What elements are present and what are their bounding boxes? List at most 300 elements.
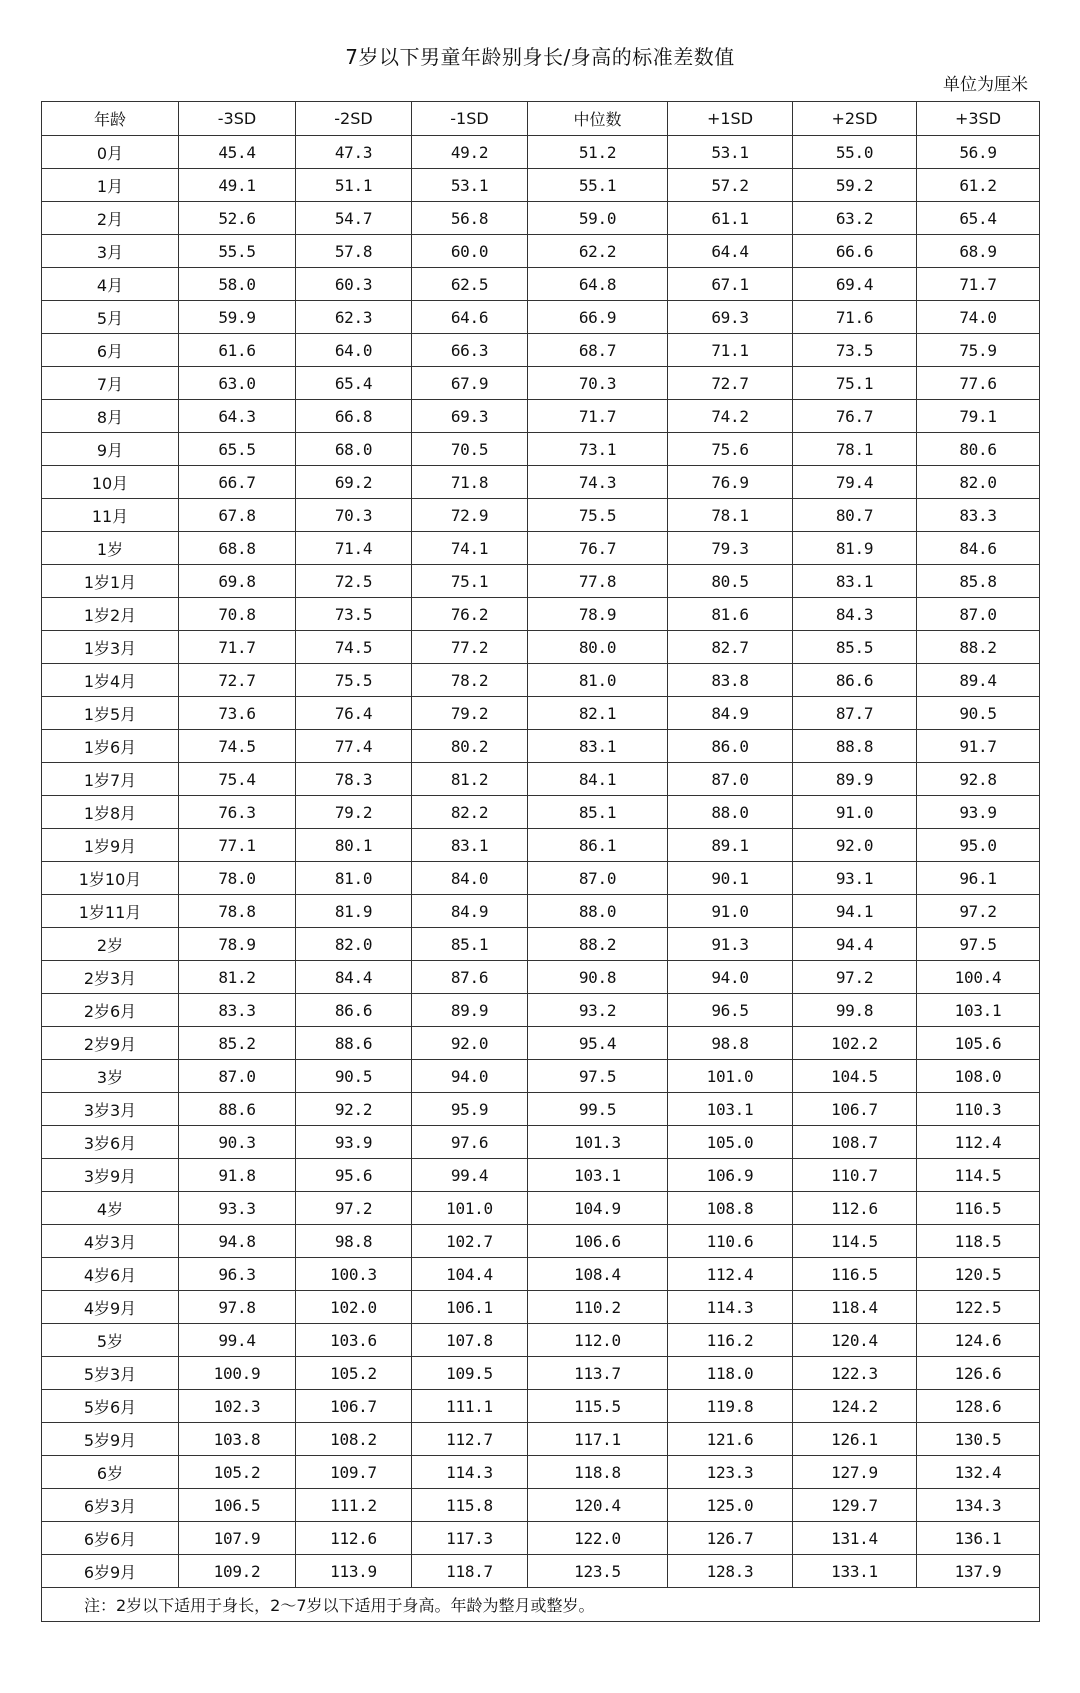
value-cell: 86.6 — [793, 664, 917, 697]
table-row — [42, 961, 1040, 994]
value-cell: 97.5 — [917, 928, 1040, 961]
value-cell: 66.8 — [296, 400, 412, 433]
value-cell: 93.9 — [917, 796, 1040, 829]
table-row — [42, 1291, 1040, 1324]
value-cell: 87.0 — [528, 862, 668, 895]
age-cell: 1月 — [42, 169, 179, 202]
value-cell: 70.5 — [412, 433, 528, 466]
value-cell: 58.0 — [179, 268, 296, 301]
value-cell: 80.5 — [668, 565, 793, 598]
value-cell: 51.1 — [296, 169, 412, 202]
value-cell: 112.6 — [296, 1522, 412, 1555]
value-cell: 81.0 — [528, 664, 668, 697]
age-cell: 5岁6月 — [42, 1390, 179, 1423]
value-cell: 56.8 — [412, 202, 528, 235]
age-cell: 1岁2月 — [42, 598, 179, 631]
value-cell: 101.0 — [412, 1192, 528, 1225]
table-row — [42, 499, 1040, 532]
value-cell: 97.6 — [412, 1126, 528, 1159]
value-cell: 69.8 — [179, 565, 296, 598]
value-cell: 90.3 — [179, 1126, 296, 1159]
age-cell: 6岁3月 — [42, 1489, 179, 1522]
table-row — [42, 1489, 1040, 1522]
value-cell: 118.5 — [917, 1225, 1040, 1258]
value-cell: 92.0 — [793, 829, 917, 862]
value-cell: 83.1 — [412, 829, 528, 862]
value-cell: 78.8 — [179, 895, 296, 928]
value-cell: 100.4 — [917, 961, 1040, 994]
value-cell: 119.8 — [668, 1390, 793, 1423]
value-cell: 108.8 — [668, 1192, 793, 1225]
age-cell: 1岁6月 — [42, 730, 179, 763]
table-row — [42, 1060, 1040, 1093]
value-cell: 108.2 — [296, 1423, 412, 1456]
value-cell: 110.7 — [793, 1159, 917, 1192]
value-cell: 72.7 — [179, 664, 296, 697]
value-cell: 88.2 — [528, 928, 668, 961]
age-cell: 2岁6月 — [42, 994, 179, 1027]
age-cell: 6岁9月 — [42, 1555, 179, 1588]
value-cell: 77.4 — [296, 730, 412, 763]
column-header: 年龄 — [42, 102, 179, 136]
value-cell: 82.1 — [528, 697, 668, 730]
value-cell: 74.0 — [917, 301, 1040, 334]
table-row — [42, 928, 1040, 961]
value-cell: 77.1 — [179, 829, 296, 862]
value-cell: 80.1 — [296, 829, 412, 862]
value-cell: 124.6 — [917, 1324, 1040, 1357]
value-cell: 65.4 — [296, 367, 412, 400]
table-row — [42, 763, 1040, 796]
value-cell: 69.2 — [296, 466, 412, 499]
value-cell: 106.7 — [296, 1390, 412, 1423]
value-cell: 76.7 — [793, 400, 917, 433]
value-cell: 59.9 — [179, 301, 296, 334]
value-cell: 55.5 — [179, 235, 296, 268]
value-cell: 55.1 — [528, 169, 668, 202]
value-cell: 82.0 — [917, 466, 1040, 499]
value-cell: 87.6 — [412, 961, 528, 994]
value-cell: 95.6 — [296, 1159, 412, 1192]
value-cell: 79.3 — [668, 532, 793, 565]
value-cell: 83.1 — [793, 565, 917, 598]
age-cell: 3岁9月 — [42, 1159, 179, 1192]
value-cell: 106.1 — [412, 1291, 528, 1324]
table-header-row — [42, 102, 1040, 136]
value-cell: 102.0 — [296, 1291, 412, 1324]
value-cell: 74.1 — [412, 532, 528, 565]
table-row — [42, 334, 1040, 367]
value-cell: 73.5 — [296, 598, 412, 631]
value-cell: 126.1 — [793, 1423, 917, 1456]
value-cell: 109.5 — [412, 1357, 528, 1390]
age-cell: 2月 — [42, 202, 179, 235]
value-cell: 68.9 — [917, 235, 1040, 268]
value-cell: 84.9 — [412, 895, 528, 928]
table-row — [42, 1357, 1040, 1390]
height-sd-table — [41, 101, 1040, 1622]
table-row — [42, 796, 1040, 829]
value-cell: 53.1 — [668, 136, 793, 169]
value-cell: 116.2 — [668, 1324, 793, 1357]
table-row — [42, 433, 1040, 466]
value-cell: 97.5 — [528, 1060, 668, 1093]
value-cell: 81.6 — [668, 598, 793, 631]
value-cell: 123.3 — [668, 1456, 793, 1489]
value-cell: 72.5 — [296, 565, 412, 598]
value-cell: 49.2 — [412, 136, 528, 169]
table-row — [42, 136, 1040, 169]
value-cell: 71.7 — [917, 268, 1040, 301]
value-cell: 62.3 — [296, 301, 412, 334]
value-cell: 80.6 — [917, 433, 1040, 466]
value-cell: 89.4 — [917, 664, 1040, 697]
value-cell: 92.2 — [296, 1093, 412, 1126]
value-cell: 110.2 — [528, 1291, 668, 1324]
value-cell: 110.3 — [917, 1093, 1040, 1126]
value-cell: 114.5 — [917, 1159, 1040, 1192]
value-cell: 110.6 — [668, 1225, 793, 1258]
value-cell: 93.2 — [528, 994, 668, 1027]
value-cell: 79.1 — [917, 400, 1040, 433]
column-header: -2SD — [296, 102, 412, 136]
value-cell: 76.2 — [412, 598, 528, 631]
value-cell: 68.8 — [179, 532, 296, 565]
value-cell: 103.8 — [179, 1423, 296, 1456]
value-cell: 45.4 — [179, 136, 296, 169]
value-cell: 105.0 — [668, 1126, 793, 1159]
value-cell: 90.8 — [528, 961, 668, 994]
value-cell: 71.7 — [179, 631, 296, 664]
value-cell: 83.3 — [179, 994, 296, 1027]
value-cell: 85.5 — [793, 631, 917, 664]
value-cell: 112.4 — [917, 1126, 1040, 1159]
value-cell: 114.3 — [668, 1291, 793, 1324]
value-cell: 131.4 — [793, 1522, 917, 1555]
value-cell: 87.0 — [917, 598, 1040, 631]
value-cell: 55.0 — [793, 136, 917, 169]
age-cell: 1岁4月 — [42, 664, 179, 697]
value-cell: 54.7 — [296, 202, 412, 235]
value-cell: 83.1 — [528, 730, 668, 763]
table-row — [42, 829, 1040, 862]
value-cell: 68.0 — [296, 433, 412, 466]
value-cell: 111.1 — [412, 1390, 528, 1423]
value-cell: 117.3 — [412, 1522, 528, 1555]
value-cell: 87.0 — [668, 763, 793, 796]
value-cell: 73.6 — [179, 697, 296, 730]
column-header: +2SD — [793, 102, 917, 136]
table-row — [42, 1423, 1040, 1456]
value-cell: 88.0 — [528, 895, 668, 928]
value-cell: 91.0 — [668, 895, 793, 928]
age-cell: 6月 — [42, 334, 179, 367]
value-cell: 57.2 — [668, 169, 793, 202]
value-cell: 66.7 — [179, 466, 296, 499]
value-cell: 81.2 — [412, 763, 528, 796]
value-cell: 83.8 — [668, 664, 793, 697]
value-cell: 76.9 — [668, 466, 793, 499]
value-cell: 102.2 — [793, 1027, 917, 1060]
value-cell: 120.4 — [793, 1324, 917, 1357]
value-cell: 85.8 — [917, 565, 1040, 598]
value-cell: 94.1 — [793, 895, 917, 928]
value-cell: 102.3 — [179, 1390, 296, 1423]
value-cell: 94.4 — [793, 928, 917, 961]
value-cell: 124.2 — [793, 1390, 917, 1423]
value-cell: 122.5 — [917, 1291, 1040, 1324]
value-cell: 59.2 — [793, 169, 917, 202]
value-cell: 90.5 — [917, 697, 1040, 730]
value-cell: 97.2 — [917, 895, 1040, 928]
value-cell: 114.3 — [412, 1456, 528, 1489]
value-cell: 88.0 — [668, 796, 793, 829]
value-cell: 97.8 — [179, 1291, 296, 1324]
value-cell: 93.1 — [793, 862, 917, 895]
age-cell: 2岁 — [42, 928, 179, 961]
table-row — [42, 1159, 1040, 1192]
value-cell: 96.3 — [179, 1258, 296, 1291]
age-cell: 3月 — [42, 235, 179, 268]
value-cell: 98.8 — [668, 1027, 793, 1060]
value-cell: 125.0 — [668, 1489, 793, 1522]
value-cell: 118.0 — [668, 1357, 793, 1390]
value-cell: 72.9 — [412, 499, 528, 532]
value-cell: 137.9 — [917, 1555, 1040, 1588]
value-cell: 88.6 — [179, 1093, 296, 1126]
table-row — [42, 367, 1040, 400]
table-row — [42, 1192, 1040, 1225]
value-cell: 51.2 — [528, 136, 668, 169]
column-header: +3SD — [917, 102, 1040, 136]
age-cell: 5月 — [42, 301, 179, 334]
value-cell: 66.3 — [412, 334, 528, 367]
value-cell: 111.2 — [296, 1489, 412, 1522]
value-cell: 64.3 — [179, 400, 296, 433]
table-row — [42, 1027, 1040, 1060]
value-cell: 84.1 — [528, 763, 668, 796]
value-cell: 95.0 — [917, 829, 1040, 862]
value-cell: 134.3 — [917, 1489, 1040, 1522]
value-cell: 75.6 — [668, 433, 793, 466]
value-cell: 94.0 — [412, 1060, 528, 1093]
value-cell: 71.7 — [528, 400, 668, 433]
value-cell: 126.6 — [917, 1357, 1040, 1390]
age-cell: 1岁8月 — [42, 796, 179, 829]
value-cell: 90.1 — [668, 862, 793, 895]
value-cell: 72.7 — [668, 367, 793, 400]
value-cell: 64.4 — [668, 235, 793, 268]
value-cell: 64.6 — [412, 301, 528, 334]
table-row — [42, 400, 1040, 433]
value-cell: 104.4 — [412, 1258, 528, 1291]
value-cell: 52.6 — [179, 202, 296, 235]
value-cell: 78.0 — [179, 862, 296, 895]
value-cell: 116.5 — [917, 1192, 1040, 1225]
value-cell: 62.2 — [528, 235, 668, 268]
table-row — [42, 301, 1040, 334]
value-cell: 75.1 — [412, 565, 528, 598]
age-cell: 3岁3月 — [42, 1093, 179, 1126]
value-cell: 91.8 — [179, 1159, 296, 1192]
value-cell: 100.3 — [296, 1258, 412, 1291]
age-cell: 3岁 — [42, 1060, 179, 1093]
value-cell: 61.6 — [179, 334, 296, 367]
value-cell: 118.7 — [412, 1555, 528, 1588]
value-cell: 99.8 — [793, 994, 917, 1027]
table-row — [42, 1324, 1040, 1357]
value-cell: 57.8 — [296, 235, 412, 268]
value-cell: 74.3 — [528, 466, 668, 499]
value-cell: 108.0 — [917, 1060, 1040, 1093]
age-cell: 1岁5月 — [42, 697, 179, 730]
value-cell: 82.7 — [668, 631, 793, 664]
value-cell: 93.3 — [179, 1192, 296, 1225]
value-cell: 122.0 — [528, 1522, 668, 1555]
value-cell: 56.9 — [917, 136, 1040, 169]
value-cell: 120.5 — [917, 1258, 1040, 1291]
value-cell: 87.7 — [793, 697, 917, 730]
age-cell: 1岁9月 — [42, 829, 179, 862]
value-cell: 91.7 — [917, 730, 1040, 763]
age-cell: 8月 — [42, 400, 179, 433]
value-cell: 84.3 — [793, 598, 917, 631]
value-cell: 75.9 — [917, 334, 1040, 367]
value-cell: 71.4 — [296, 532, 412, 565]
value-cell: 84.4 — [296, 961, 412, 994]
age-cell: 5岁 — [42, 1324, 179, 1357]
value-cell: 77.2 — [412, 631, 528, 664]
value-cell: 97.2 — [296, 1192, 412, 1225]
value-cell: 112.7 — [412, 1423, 528, 1456]
value-cell: 109.7 — [296, 1456, 412, 1489]
value-cell: 107.9 — [179, 1522, 296, 1555]
value-cell: 104.9 — [528, 1192, 668, 1225]
value-cell: 128.3 — [668, 1555, 793, 1588]
value-cell: 81.0 — [296, 862, 412, 895]
value-cell: 97.2 — [793, 961, 917, 994]
value-cell: 83.3 — [917, 499, 1040, 532]
value-cell: 103.1 — [528, 1159, 668, 1192]
age-cell: 6岁 — [42, 1456, 179, 1489]
value-cell: 133.1 — [793, 1555, 917, 1588]
table-note-row — [42, 1588, 1040, 1622]
value-cell: 88.6 — [296, 1027, 412, 1060]
value-cell: 95.4 — [528, 1027, 668, 1060]
table-row — [42, 697, 1040, 730]
table-row — [42, 235, 1040, 268]
value-cell: 78.1 — [793, 433, 917, 466]
value-cell: 65.4 — [917, 202, 1040, 235]
value-cell: 80.0 — [528, 631, 668, 664]
value-cell: 80.2 — [412, 730, 528, 763]
value-cell: 103.1 — [917, 994, 1040, 1027]
table-row — [42, 1093, 1040, 1126]
value-cell: 101.3 — [528, 1126, 668, 1159]
value-cell: 117.1 — [528, 1423, 668, 1456]
value-cell: 91.3 — [668, 928, 793, 961]
value-cell: 102.7 — [412, 1225, 528, 1258]
document-title: 7岁以下男童年龄别身长/身高的标准差数值 — [345, 45, 735, 69]
value-cell: 103.1 — [668, 1093, 793, 1126]
value-cell: 73.5 — [793, 334, 917, 367]
value-cell: 77.6 — [917, 367, 1040, 400]
age-cell: 4岁3月 — [42, 1225, 179, 1258]
value-cell: 126.7 — [668, 1522, 793, 1555]
value-cell: 123.5 — [528, 1555, 668, 1588]
value-cell: 60.3 — [296, 268, 412, 301]
value-cell: 103.6 — [296, 1324, 412, 1357]
age-cell: 4月 — [42, 268, 179, 301]
value-cell: 120.4 — [528, 1489, 668, 1522]
table-row — [42, 631, 1040, 664]
value-cell: 49.1 — [179, 169, 296, 202]
age-cell: 2岁3月 — [42, 961, 179, 994]
table-row — [42, 1390, 1040, 1423]
value-cell: 75.5 — [296, 664, 412, 697]
age-cell: 7月 — [42, 367, 179, 400]
value-cell: 128.6 — [917, 1390, 1040, 1423]
value-cell: 69.3 — [412, 400, 528, 433]
value-cell: 116.5 — [793, 1258, 917, 1291]
value-cell: 108.4 — [528, 1258, 668, 1291]
value-cell: 108.7 — [793, 1126, 917, 1159]
value-cell: 78.9 — [179, 928, 296, 961]
table-row — [42, 994, 1040, 1027]
value-cell: 106.9 — [668, 1159, 793, 1192]
value-cell: 92.0 — [412, 1027, 528, 1060]
value-cell: 78.3 — [296, 763, 412, 796]
value-cell: 69.4 — [793, 268, 917, 301]
age-cell: 1岁11月 — [42, 895, 179, 928]
value-cell: 93.9 — [296, 1126, 412, 1159]
value-cell: 82.0 — [296, 928, 412, 961]
value-cell: 76.3 — [179, 796, 296, 829]
value-cell: 66.6 — [793, 235, 917, 268]
value-cell: 81.2 — [179, 961, 296, 994]
value-cell: 47.3 — [296, 136, 412, 169]
table-row — [42, 730, 1040, 763]
value-cell: 88.8 — [793, 730, 917, 763]
value-cell: 105.2 — [179, 1456, 296, 1489]
value-cell: 114.5 — [793, 1225, 917, 1258]
value-cell: 59.0 — [528, 202, 668, 235]
value-cell: 113.9 — [296, 1555, 412, 1588]
age-cell: 11月 — [42, 499, 179, 532]
value-cell: 79.4 — [793, 466, 917, 499]
table-row — [42, 664, 1040, 697]
age-cell: 3岁6月 — [42, 1126, 179, 1159]
value-cell: 75.4 — [179, 763, 296, 796]
value-cell: 76.7 — [528, 532, 668, 565]
value-cell: 115.8 — [412, 1489, 528, 1522]
value-cell: 77.8 — [528, 565, 668, 598]
value-cell: 94.8 — [179, 1225, 296, 1258]
value-cell: 67.1 — [668, 268, 793, 301]
value-cell: 60.0 — [412, 235, 528, 268]
value-cell: 109.2 — [179, 1555, 296, 1588]
value-cell: 105.2 — [296, 1357, 412, 1390]
value-cell: 61.1 — [668, 202, 793, 235]
value-cell: 78.1 — [668, 499, 793, 532]
value-cell: 136.1 — [917, 1522, 1040, 1555]
value-cell: 132.4 — [917, 1456, 1040, 1489]
age-cell: 5岁3月 — [42, 1357, 179, 1390]
value-cell: 115.5 — [528, 1390, 668, 1423]
table-row — [42, 466, 1040, 499]
age-cell: 1岁10月 — [42, 862, 179, 895]
table-row — [42, 1126, 1040, 1159]
